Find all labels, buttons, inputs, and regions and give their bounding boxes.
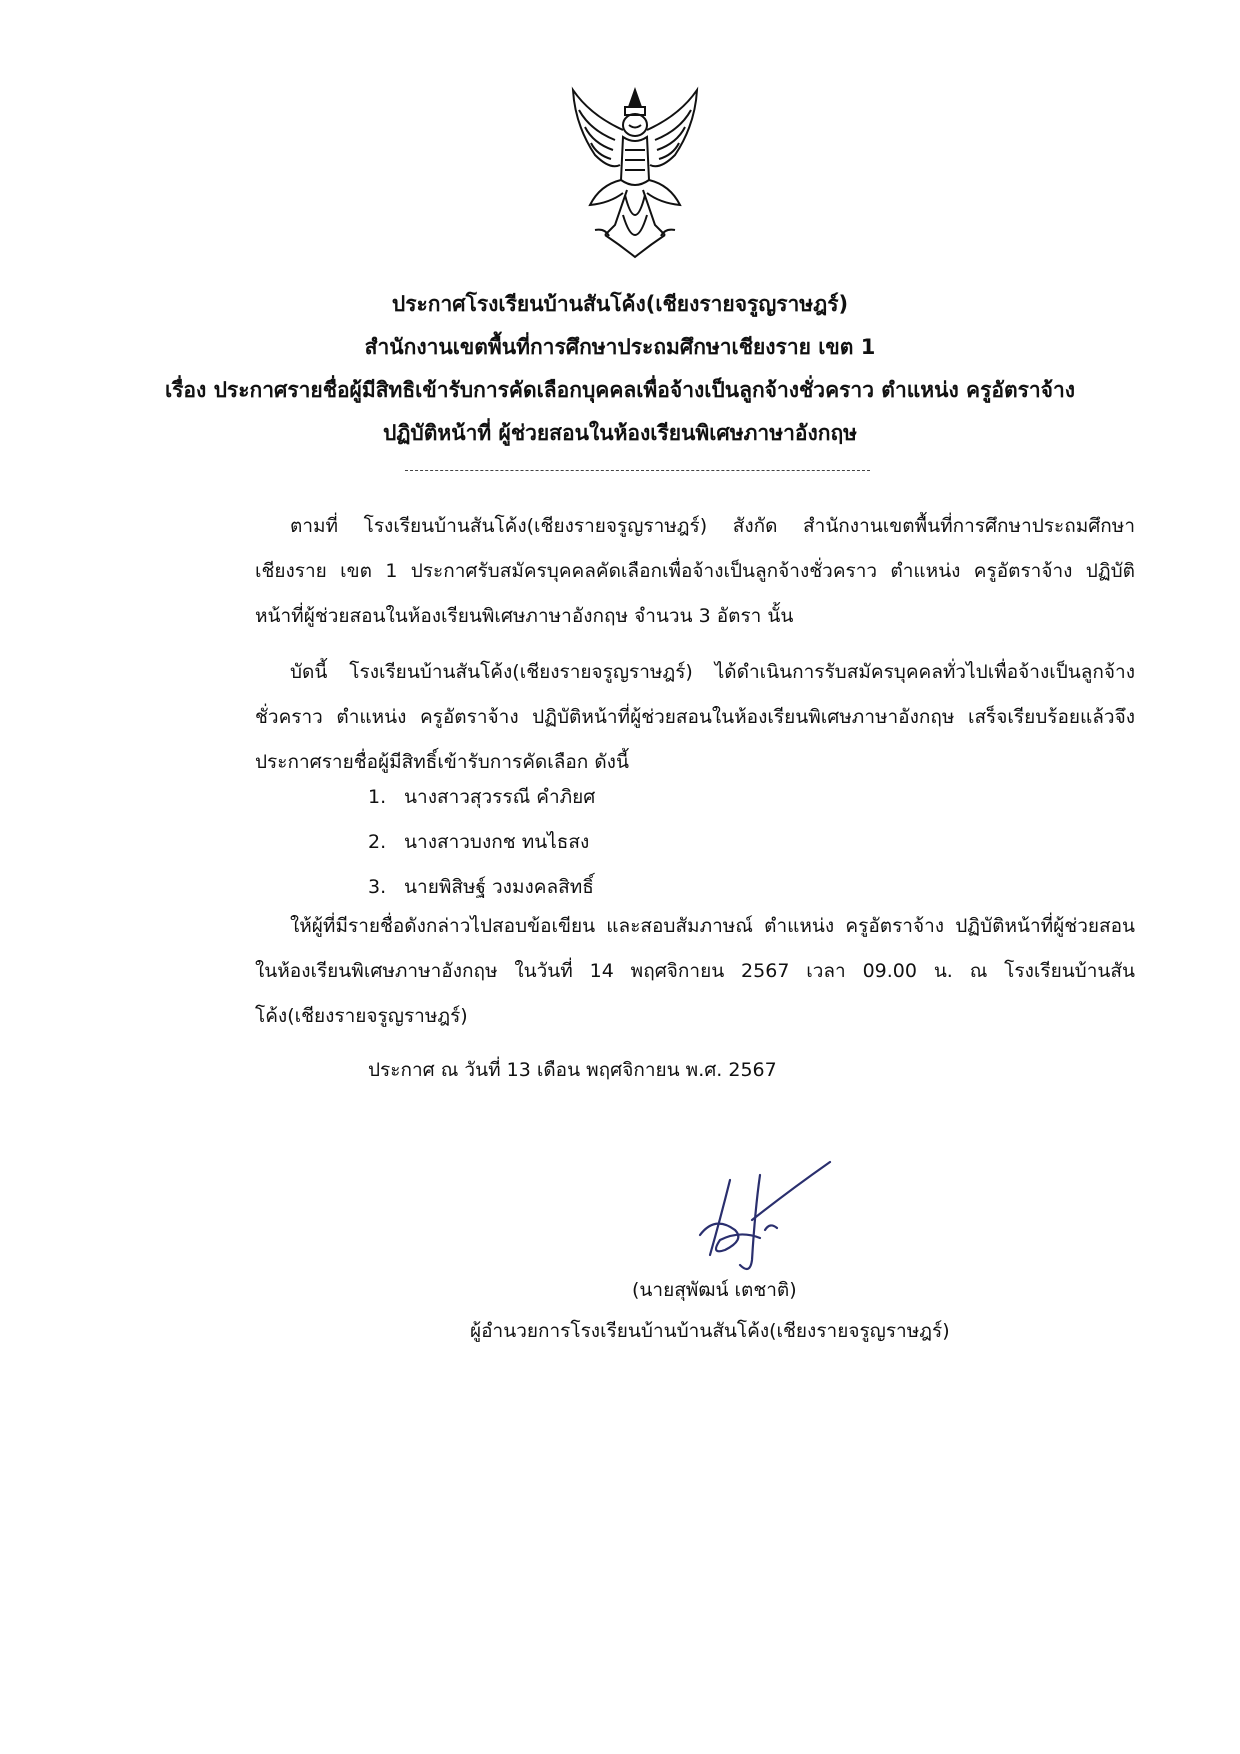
subject-line: เรื่อง ประกาศรายชื่อผู้มีสิทธิเข้ารับการคัดเลือกบุคคลเพื่อจ้างเป็นลูกจ้างชั่วคราว ตำแหน่ง ครูอัตราจ้าง <box>164 378 1076 402</box>
signer-title: ผู้อำนวยการโรงเรียนบ้านบ้านสันโค้ง(เชียงรายจรูญราษฎร์) <box>470 1320 950 1342</box>
garuda-emblem-icon <box>565 85 705 260</box>
subject-duty: ปฏิบัติหน้าที่ ผู้ช่วยสอนในห้องเรียนพิเศษภาษาอังกฤษ <box>382 421 858 445</box>
announcement-date: ประกาศ ณ วันที่ 13 เดือน พฤศจิกายน พ.ศ. 2567 <box>368 1059 777 1081</box>
signature-scribble <box>680 1160 850 1280</box>
paragraph-status <box>255 650 1135 785</box>
signer-name: (นายสุพัฒน์ เตชาติ) <box>632 1279 797 1301</box>
list-number: 1. <box>368 786 387 808</box>
candidate-list <box>368 775 595 910</box>
paragraph-status-text: บัดนี้ โรงเรียนบ้านสันโค้ง(เชียงรายจรูญราษฎร์) ได้ดำเนินการรับสมัครบุคคลทั่วไปเพื่อจ้างเป็นลูกจ้างชั่วคราว ตำแหน่ง ครูอัตราจ้าง ปฏิบัติหน้าที่ผู้ช่วยสอนในห้องเรียนพิเศษภาษาอังกฤษ เสร็จเรียบร้อยแล้วจึงประกาศรายชื่อผู้มีสิทธิ์เข้ารับการคัดเลือก ดังนี้ <box>255 661 1135 773</box>
list-item <box>368 820 595 865</box>
candidate-name: นางสาวสุวรรณี คำภิยศ <box>404 786 596 808</box>
paragraph-exam <box>255 904 1135 1039</box>
paragraph-intro <box>255 504 1135 639</box>
list-number: 3. <box>368 876 387 898</box>
divider <box>405 470 870 471</box>
list-number: 2. <box>368 831 387 853</box>
paragraph-intro-text: ตามที่ โรงเรียนบ้านสันโค้ง(เชียงรายจรูญราษฎร์) สังกัด สำนักงานเขตพื้นที่การศึกษาประถมศึกษาเชียงราย เขต 1 ประกาศรับสมัครบุคคลคัดเลือกเพื่อจ้างเป็นลูกจ้างชั่วคราว ตำแหน่ง ครูอัตราจ้าง ปฏิบัติหน้าที่ผู้ช่วยสอนในห้องเรียนพิเศษภาษาอังกฤษ จำนวน 3 อัตรา นั้น <box>255 515 1135 627</box>
list-item <box>368 775 595 820</box>
paragraph-exam-text: ให้ผู้ที่มีรายชื่อดังกล่าวไปสอบข้อเขียน และสอบสัมภาษณ์ ตำแหน่ง ครูอัตราจ้าง ปฏิบัติหน้าที่ผู้ช่วยสอนในห้องเรียนพิเศษภาษาอังกฤษ ในวันที่ 14 พฤศจิกายน 2567 เวลา 09.00 น. ณ โรงเรียนบ้านสันโค้ง(เชียงรายจรูญราษฎร์) <box>255 915 1135 1027</box>
office-name: สำนักงานเขตพื้นที่การศึกษาประถมศึกษาเชียงราย เขต 1 <box>364 335 876 359</box>
candidate-name: นางสาวบงกช ทนไธสง <box>404 831 590 853</box>
candidate-name: นายพิสิษฐ์ วงมงคลสิทธิ์ <box>404 876 594 898</box>
announcement-title: ประกาศโรงเรียนบ้านสันโค้ง(เชียงรายจรูญราษฎร์) <box>391 292 849 316</box>
